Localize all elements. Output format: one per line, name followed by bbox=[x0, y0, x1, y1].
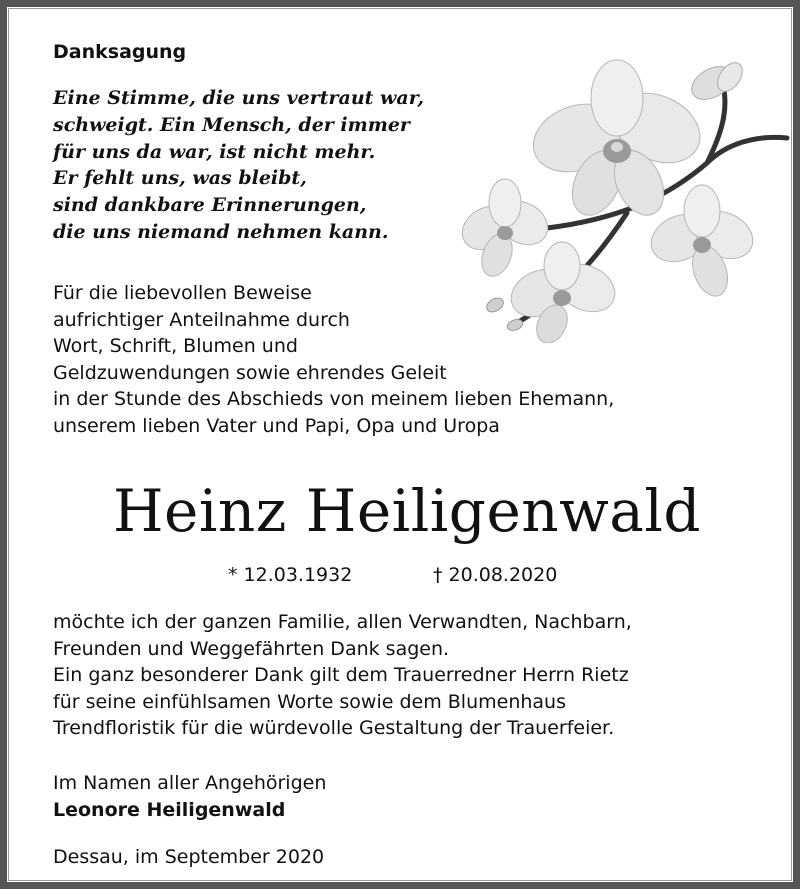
signoff-line: Im Namen aller Angehörigen bbox=[53, 772, 327, 794]
place-date: Dessau, im September 2020 bbox=[53, 846, 325, 868]
intro-line: Für die liebevollen Beweise bbox=[53, 282, 312, 304]
poem-line: die uns niemand nehmen kann. bbox=[53, 220, 389, 243]
thanks-line: Freunden und Weggefährten Dank sagen. bbox=[53, 637, 450, 660]
birth-date: * 12.03.1932 bbox=[228, 564, 353, 586]
orchid-flower-bud bbox=[686, 58, 747, 106]
poem-line: Er fehlt uns, was bleibt, bbox=[53, 167, 307, 190]
poem-line: schweigt. Ein Mensch, der immer bbox=[53, 113, 410, 136]
poem bbox=[53, 85, 424, 246]
intro-line: Wort, Schrift, Blumen und bbox=[53, 335, 298, 357]
poem-line: sind dankbare Erinnerungen, bbox=[53, 194, 367, 217]
intro-line: Geldzuwendungen sowie ehrendes Geleit bbox=[53, 361, 447, 384]
deceased-name: Heinz Heiligenwald bbox=[112, 477, 702, 545]
poem-line: für uns da war, ist nicht mehr. bbox=[53, 140, 376, 163]
intro-line: unserem lieben Vater und Papi, Opa und Uropa bbox=[53, 414, 500, 437]
orchid-flower-large bbox=[524, 60, 712, 223]
intro-line: aufrichtiger Anteilnahme durch bbox=[53, 308, 350, 331]
thanks-line: für seine einfühlsamen Worte sowie dem Blumenhaus bbox=[53, 690, 566, 713]
death-date: † 20.08.2020 bbox=[433, 564, 558, 586]
thanks-line: möchte ich der ganzen Familie, allen Verwandten, Nachbarn, bbox=[53, 611, 632, 633]
thanks-line: Ein ganz besonderer Dank gilt dem Trauerredner Herrn Rietz bbox=[53, 664, 629, 686]
notice-heading: Danksagung bbox=[53, 41, 187, 63]
signer-name: Leonore Heiligenwald bbox=[53, 798, 286, 821]
intro-line: in der Stunde des Abschieds von meinem lieben Ehemann, bbox=[53, 388, 615, 410]
signoff bbox=[53, 770, 326, 823]
poem-line: Eine Stimme, die uns vertraut war, bbox=[53, 87, 424, 109]
thanks-text bbox=[53, 609, 632, 742]
intro-text bbox=[53, 280, 614, 439]
orchid-flower-left bbox=[457, 179, 556, 280]
thanks-line: Trendfloristik für die würdevolle Gestaltung der Trauerfeier. bbox=[53, 717, 615, 739]
